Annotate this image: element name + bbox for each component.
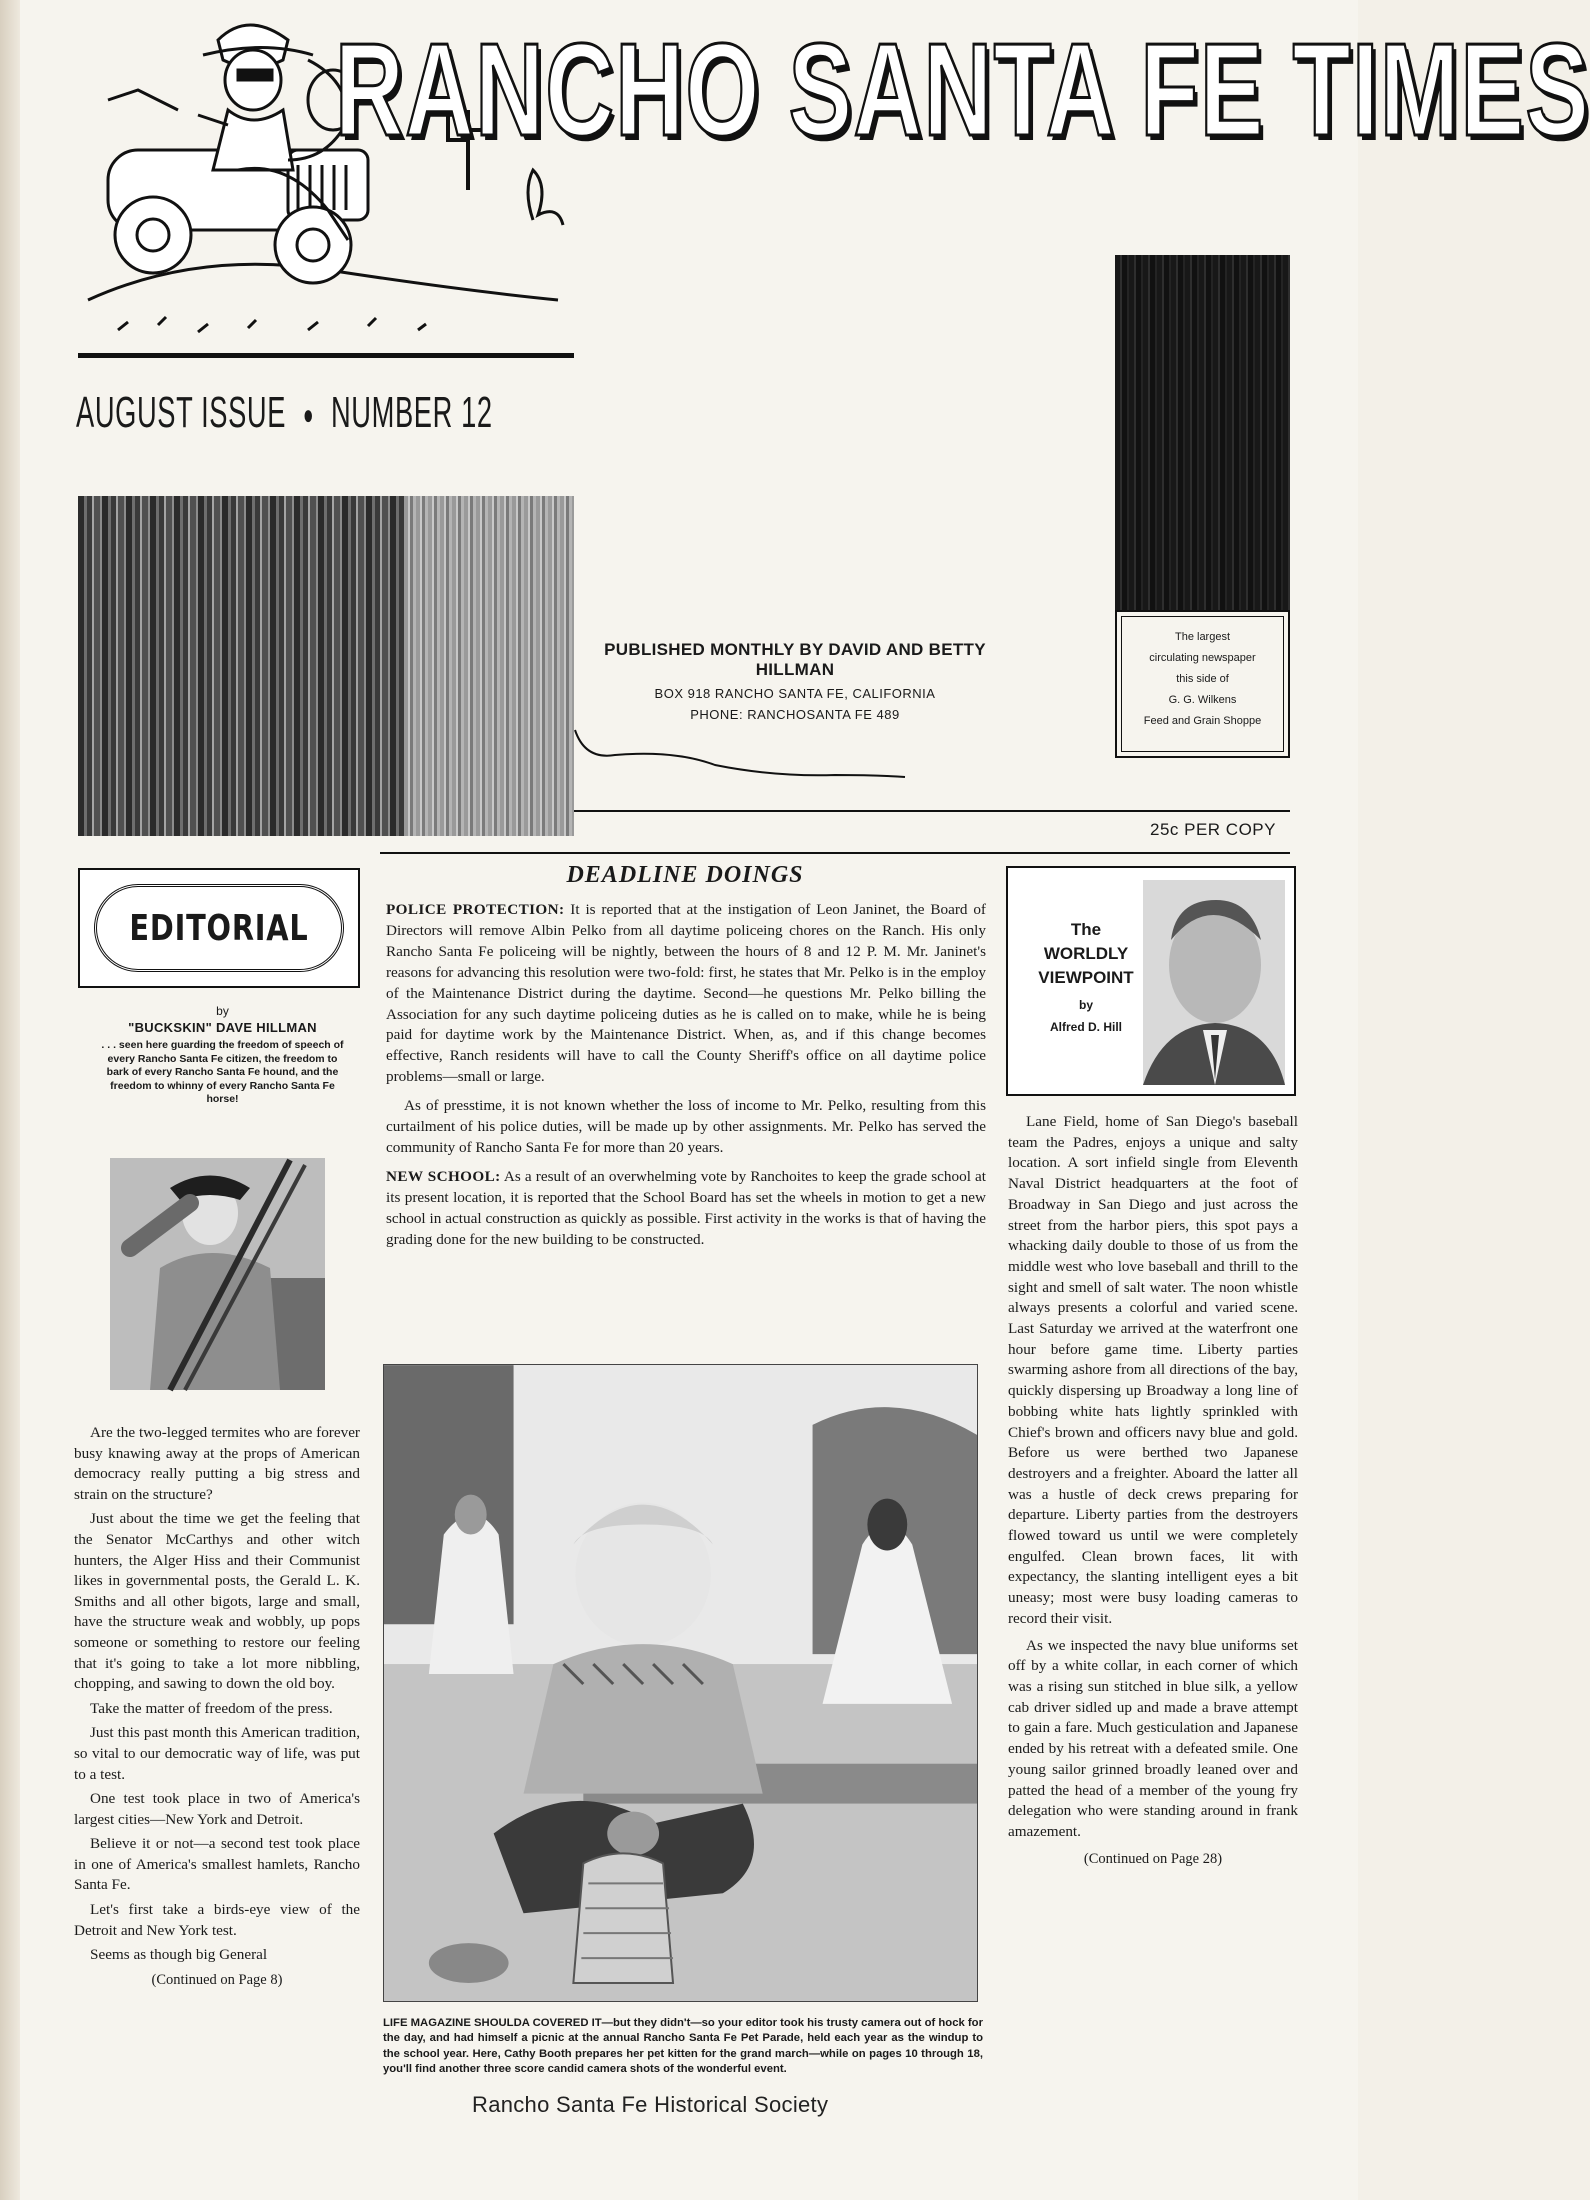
masthead-photo-right [1115,255,1290,610]
editorial-paragraph: One test took place in two of America's largest cities—New York and Detroit. [74,1790,360,1828]
worldly-viewpoint-label [1016,918,1156,1034]
editorial-byline [100,1004,345,1107]
pet-parade-caption [383,2016,983,2078]
editorial-paragraph: Are the two-legged termites who are forever busy knawing away at the props of American democracy really putting a big stress and strain on the structure? [74,1424,360,1503]
circulation-line: circulating newspaper [1149,652,1256,664]
historical-society-watermark: Rancho Santa Fe Historical Society [472,2092,829,2117]
editorial-continued: (Continued on Page 8) [151,1971,283,1988]
editorial-body [74,1423,360,1990]
police-text: It is reported that at the instigation of Leon Janinet, the Board of Directors will remove Albin Pelko from all daytime policeing chores on the Ranch. His only Rancho Santa Fe policeing will be nightly, between the hours of 8 and 12 P. M. Mr. Janinet's reasons for advancing this resolution were two-fold: first, he states that Mr. Pelko is in the employ of the Maintenance District during the daytime. Second—he questions Mr. Pelko billing the Association for any such daytime policeing duties as he is called on to make, while he is being paid for daytime work by the Maintenance District. When, as, and if this change becomes effective, Ranch residents will have to call the County Sheriff's office on all daytime police problems—small or large. [386,901,986,1086]
police-protection-paragraph [386,900,986,1088]
school-text: As a result of an overwhelming vote by Ranchoites to keep the grade school at its present location, it is reported that the School Board has set the wheels in motion to get a new school in actual construction as quickly as possible. First activity in the works is that of having the grading done for the new building to be constructed. [386,1167,987,1248]
column-title-line: VIEWPOINT [1038,968,1134,987]
editorial-heading: EDITORIAL [129,907,309,949]
pet-parade-photo [383,1364,978,2002]
circulation-line: this side of [1176,673,1229,685]
circulation-text [1121,616,1284,752]
worldly-viewpoint-body [1008,1112,1298,1869]
worldly-paragraph: As we inspected the navy blue uniforms set off by a white collar, in each corner of which was a rising sun stitched in blue silk, a yellow cab driver sidled up and made a brave attempt to gain a fare. Much gesticulation and Japanese ended by his retreat with a defeated smile. One young sailor grinned broadly leaned over and patted the head of a member of the young fry delegation who were standing around in frank amazement. [1008,1636,1298,1840]
editorial-photo-caption: . . . seen here guarding the freedom of speech of every Rancho Santa Fe citizen, the freedom to bark of every Rancho Santa Fe hound, and the freedom to whinny of every Rancho Santa Fe horse! [101,1039,344,1105]
editorial-paragraph: Believe it or not—a second test took place in one of America's smallest hamlets, Rancho Santa Fe. [74,1835,360,1894]
circulation-box [1115,610,1290,758]
price-rule [574,810,1290,812]
issue-line [76,388,493,438]
editorial-author: "BUCKSKIN" DAVE HILLMAN [128,1020,317,1035]
editorial-paragraph: Let's first take a birds-eye view of the Detroit and New York test. [74,1901,360,1939]
masthead-title: RANCHO SANTA FE TIMES [335,16,1590,163]
new-school-paragraph [386,1167,986,1251]
bullet-icon: ● [302,399,315,431]
author-portrait [1143,880,1285,1085]
address-line: BOX 918 RANCHO SANTA FE, CALIFORNIA [654,686,936,701]
column-title-line: WORLDLY [1043,944,1129,963]
worldly-author: Alfred D. Hill [1049,1020,1122,1034]
caption-lead: LIFE MAGAZINE SHOULDA COVERED IT [383,2017,602,2029]
by-label: by [216,1004,229,1018]
issue-number: NUMBER 12 [330,388,493,437]
editorial-paragraph: Just about the time we get the feeling that the Senator McCarthys and other witch hunters, the Alger Hiss and their Communist likes in governmental posts, the Gerald L. K. Smiths and all other bigots, large and small, have the structure weak and wobbly, up pops someone or something to restore our feeling that it's going to take a lot more nibbling, chopping, and sawing to down the old boy. [74,1510,360,1693]
circulation-line: The largest [1174,631,1231,643]
issue-label: AUGUST ISSUE [76,388,287,437]
editor-photo [110,1158,325,1390]
road-illustration [575,725,925,785]
editorial-frame [94,884,344,972]
caption-text: —but they didn't—so your editor took his trusty camera out of hock for the day, and had himself a picnic at the annual Rancho Santa Fe Pet Parade, held each year as the windup to the school year. Here, Cathy Booth prepares her pet kitten for the grand march—while on pages 10 through 18, you'll find another three score candid camera shots of the wonderful event. [383,2017,983,2076]
police-lead: POLICE PROTECTION: [386,901,565,918]
publisher-info [575,640,1015,722]
price: 25c PER COPY [1150,820,1276,839]
masthead-photo-left [78,496,574,836]
publisher-line: PUBLISHED MONTHLY BY DAVID AND BETTY HILLMAN [604,640,986,679]
worldly-paragraph: Lane Field, home of San Diego's baseball team the Padres, enjoys a unique and salty location. A sort infield single from Eleventh Naval District headquarters at the foot of Broadway in San Diego and just across the street from the harbor piers, this spot pays a whacking daily double to those of us from the middle west who love baseball and thrill to the sight and smell of salt water. The noon whistle always presents a colorful and varied scene. Last Saturday we arrived at the waterfront one hour before game time. Liberty parties swarming ashore from all directions of the bay, quickly dispersing up Broadway a long line of bobbing white hats lightly sprinkled with Chief's brown and officers navy blue and gold. Before us were berthed two Japanese destroyers and a freighter. Aboard the latter all was a hustle of deck crews preparing for departure. Liberty parties from the destroyers flowed toward us until we were completely engulfed. Clean brown faces, lit with expectancy, the slanting intelligent eyes a bit uneasy; most were busy loading cameras to record their visit. [1008,1113,1298,1627]
police-followup-paragraph: As of presstime, it is not known whether the loss of income to Mr. Pelko, resulting from this curtailment of his police duties, will be made up by other assignments. Mr. Pelko has served the community of Rancho Santa Fe for more than 20 years. [386,1097,986,1156]
phone-line: PHONE: RANCHOSANTA FE 489 [690,707,900,722]
editorial-paragraph: Seems as though big General [90,1946,268,1964]
by-label: by [1078,998,1093,1012]
section-rule [380,852,1290,854]
page-edge [0,0,20,2200]
worldly-viewpoint-box [1006,866,1296,1096]
editorial-paragraph: Just this past month this American tradition, so vital to our democratic way of life, was put to a test. [74,1724,360,1783]
circulation-line: G. G. Wilkens [1168,694,1237,706]
column-title-line: The [1070,920,1102,939]
circulation-line: Feed and Grain Shoppe [1143,715,1262,727]
deadline-doings-body [386,900,986,1259]
school-lead: NEW SCHOOL: [386,1167,501,1185]
editorial-banner [78,868,360,988]
masthead-rule [78,353,574,358]
deadline-doings-heading: DEADLINE DOINGS [566,862,804,888]
worldly-continued: (Continued on Page 28) [1083,1850,1223,1867]
editorial-paragraph: Take the matter of freedom of the press. [90,1699,333,1717]
